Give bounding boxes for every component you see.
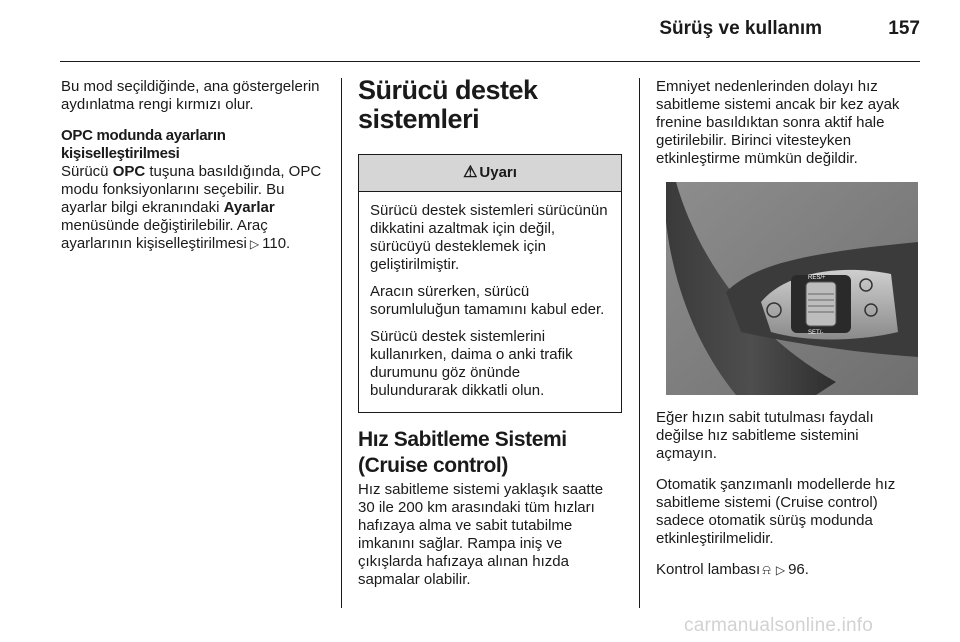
paragraph-cruise-safety: Emniyet nedenlerinden dolayı hız sabitleme sistemi ancak bir kez ayak frenine basıldıktan sonra aktif hale getirilebilir. Birinci vitesteyken etkinleştirme mümkün değildir.: [656, 78, 900, 167]
warning-paragraph: Aracın sürerken, sürücü sorumluluğun tamamını kabul eder.: [370, 283, 605, 318]
column-1: [61, 78, 331, 266]
paragraph-opc-color: Bu mod seçildiğinde, ana göstergelerin aydınlatma rengi kırmızı olur.: [61, 78, 320, 113]
reference-arrow-icon: ▷: [775, 563, 786, 577]
cruise-rocker-switch: [806, 282, 836, 326]
subheading-opc-personalization: OPC modunda ayarların kişiselleştirilmesi: [61, 127, 226, 162]
page-header: [0, 0, 960, 60]
section-heading-cruise-control: Hız Sabitleme Sistemi (Cruise control): [358, 428, 567, 477]
warning-title: Uyarı: [479, 164, 517, 181]
warning-header: [359, 155, 621, 192]
paragraph-control-lamp: Kontrol lambası ⍾ ▷ 96.: [656, 561, 809, 578]
settings-menu-label: Ayarlar: [223, 199, 275, 216]
paragraph-cruise-intro: Hız sabitleme sistemi yaklaşık saatte 30 ile 200 km arasındaki tüm hızları hafızaya alma ve sabit tutabilme imkanını sağlar. Rampa iniş ve çıkışlarda hafızaya alınan hızda sapmalar olabilir.: [358, 481, 604, 588]
page-reference[interactable]: 96.: [788, 561, 809, 578]
column-3: [656, 78, 921, 592]
column-divider-2: [639, 78, 640, 608]
column-divider-1: [341, 78, 342, 608]
watermark: carmanualsonline.info: [684, 615, 874, 636]
page-reference[interactable]: 110.: [262, 235, 291, 252]
section-heading-driver-assist: Sürücü destek sistemleri: [358, 75, 538, 134]
paragraph-automatic-transmission: Otomatik şanzımanlı modellerde hız sabitleme sistemi (Cruise control) sadece otomatik sürüş modunda etkinleştirilmelidir.: [656, 476, 896, 547]
paragraph-opc-settings: Sürücü OPC tuşuna basıldığında, OPC modu fonksiyonlarını seçebilir. Bu ayarlar bilgi ekranındaki Ayarlar menüsünde değiştirilebilir. Araç ayarlarının kişiselleştirilmesi ▷ 110.: [61, 163, 322, 252]
warning-paragraph: Sürücü destek sistemleri sürücünün dikkatini azaltmak için değil, sürücüyü desteklemek için geliştirilmiştir.: [370, 202, 608, 273]
warning-box: [358, 154, 622, 413]
paragraph-cruise-usage: Eğer hızın sabit tutulması faydalı değilse hız sabitleme sistemini açmayın.: [656, 409, 874, 462]
steering-wheel-controls-image: [666, 182, 918, 395]
opc-button-label: OPC: [112, 163, 146, 180]
column-2: [358, 75, 623, 602]
cruise-control-lamp-icon: ⍾: [762, 562, 771, 577]
reference-arrow-icon: ▷: [249, 237, 260, 251]
header-divider: [60, 61, 920, 62]
warning-paragraph: Sürücü destek sistemlerini kullanırken, daima o anki trafik durumunu göz önünde bulundurarak dikkatli olun.: [370, 328, 573, 399]
page-number: 157: [888, 18, 920, 39]
res-label: RES/+: [808, 275, 826, 281]
warning-triangle-icon: ⚠: [463, 164, 478, 181]
page-title: Sürüş ve kullanım: [659, 18, 822, 39]
warning-body: [359, 192, 621, 412]
set-label: SET/-: [808, 330, 824, 336]
